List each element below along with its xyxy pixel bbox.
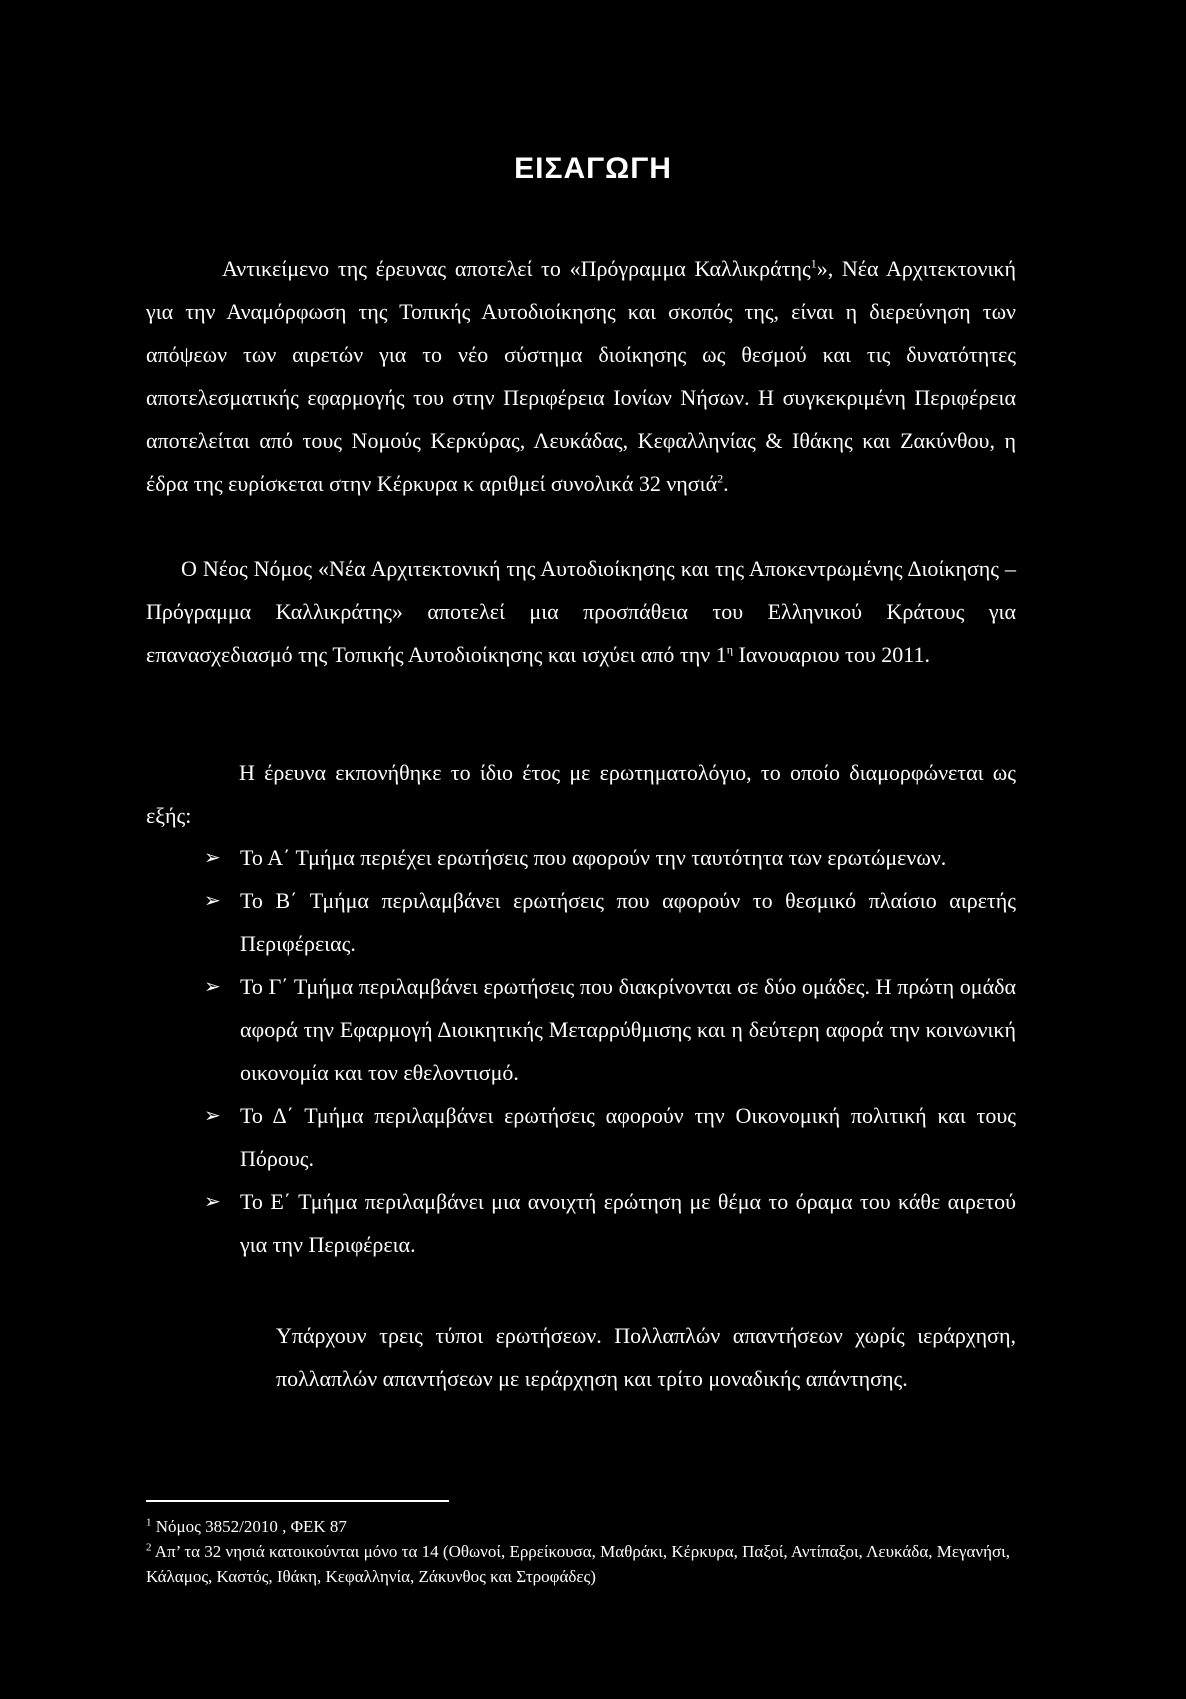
list-item: [204, 879, 1016, 965]
paragraph-2-text-a: Ο Νέος Νόμος «Νέα Αρχιτεκτονική της Αυτοδιοίκησης και της Αποκεντρωμένης Διοίκησης – Πρόγραμμα Καλλικράτης» αποτελεί μια προσπάθεια του Ελληνικού Κράτους για επανασχεδιασμό της Τοπικής Αυτοδιοίκησης και ισχύει από την 1: [146, 556, 1016, 667]
list-item: [204, 836, 1016, 879]
paragraph-1-text-end: .: [723, 471, 729, 496]
paragraph-3: Η έρευνα εκπονήθηκε το ίδιο έτος με ερωτηματολόγιο, το οποίο διαμορφώνεται ως εξής:: [146, 760, 1016, 828]
section-list: [204, 836, 1016, 1266]
footnote-text-2: Απ’ τα 32 νησιά κατοικούνται μόνο τα 14 (Οθωνοί, Ερρείκουσα, Μαθράκι, Κέρκυρα, Παξοί, Αντίπαξοι, Λευκάδα, Μεγανήσι, Κάλαμος, Καστός, Ιθάκη, Κεφαλληνία, Ζάκυνθος και Στροφάδες): [146, 1542, 1010, 1586]
arrow-bullet-icon: ➢: [204, 845, 221, 869]
footnote-ref-1: 1: [810, 256, 817, 271]
footnote-1: [146, 1514, 1016, 1539]
list-item-text: Το Ε΄ Τμήμα περιλαμβάνει μια ανοιχτή ερώτηση με θέμα το όραμα του κάθε αιρετού για την Περιφέρεια.: [240, 1189, 1016, 1257]
footnote-2: [146, 1539, 1016, 1589]
list-item-text: Το Γ΄ Τμήμα περιλαμβάνει ερωτήσεις που διακρίνονται σε δύο ομάδες. Η πρώτη ομάδα αφορά την Εφαρμογή Διοικητικής Μεταρρύθμισης και η δεύτερη αφορά την κοινωνική οικονομία και τον εθελοντισμό.: [240, 974, 1016, 1085]
list-item-text: Το Β΄ Τμήμα περιλαμβάνει ερωτήσεις που αφορούν το θεσμικό πλαίσιο αιρετής Περιφέρειας.: [240, 888, 1016, 956]
footnote-text-1: Νόμος 3852/2010 , ΦΕΚ 87: [151, 1517, 347, 1536]
list-item: [204, 1094, 1016, 1180]
page-title: ΕΙΣΑΓΩΓΗ: [514, 152, 672, 185]
list-item: [204, 1180, 1016, 1266]
arrow-bullet-icon: ➢: [204, 1189, 221, 1213]
footnote-mark-2: 2: [146, 1541, 152, 1554]
list-item: [204, 965, 1016, 1094]
footnote-divider: [146, 1500, 449, 1502]
arrow-bullet-icon: ➢: [204, 974, 221, 998]
footnotes: [146, 1514, 1016, 1589]
paragraph-1-text-a: Αντικείμενο της έρευνας αποτελεί το «Πρόγραμμα Καλλικράτης: [222, 256, 811, 281]
paragraph-1-text-b: », Νέα Αρχιτεκτονική για την Αναμόρφωση της Τοπικής Αυτοδιοίκησης και σκοπός της, είναι η διερεύνηση των απόψεων των αιρετών για το νέο σύστημα διοίκησης ως θεσμού και τις δυνατότητες αποτελεσματικής εφαρμογής του στην Περιφέρεια Ιονίων Νήσων. Η συγκεκριμένη Περιφέρεια αποτελείται από τους Νομούς Κερκύρας, Λευκάδας, Κεφαλληνίας & Ιθάκης και Ζακύνθου, η έδρα της ευρίσκεται στην Κέρκυρα κ αριθμεί συνολικά 32 νησιά: [146, 256, 1017, 496]
list-item-text: Το Δ΄ Τμήμα περιλαμβάνει ερωτήσεις αφορούν την Οικονομική πολιτική και τους Πόρους.: [240, 1103, 1016, 1171]
list-item-text: Το Α΄ Τμήμα περιέχει ερωτήσεις που αφορούν την ταυτότητα των ερωτώμενων.: [240, 845, 947, 870]
question-types-paragraph: Υπάρχουν τρεις τύποι ερωτήσεων. Πολλαπλών απαντήσεων χωρίς ιεράρχηση, πολλαπλών απαντήσεων με ιεράρχηση και τρίτο μοναδικής απάντησης.: [276, 1323, 1016, 1391]
paragraph-2-text-b: Ιανουαριου του 2011.: [733, 642, 930, 667]
arrow-bullet-icon: ➢: [204, 888, 221, 912]
footnote-mark-1: 1: [146, 1516, 152, 1529]
arrow-bullet-icon: ➢: [204, 1103, 221, 1127]
paragraph-1: [146, 247, 1016, 505]
paragraph-2: [146, 547, 1016, 676]
footnote-ref-2: 2: [717, 471, 724, 486]
ordinal-superscript: η: [726, 642, 734, 657]
